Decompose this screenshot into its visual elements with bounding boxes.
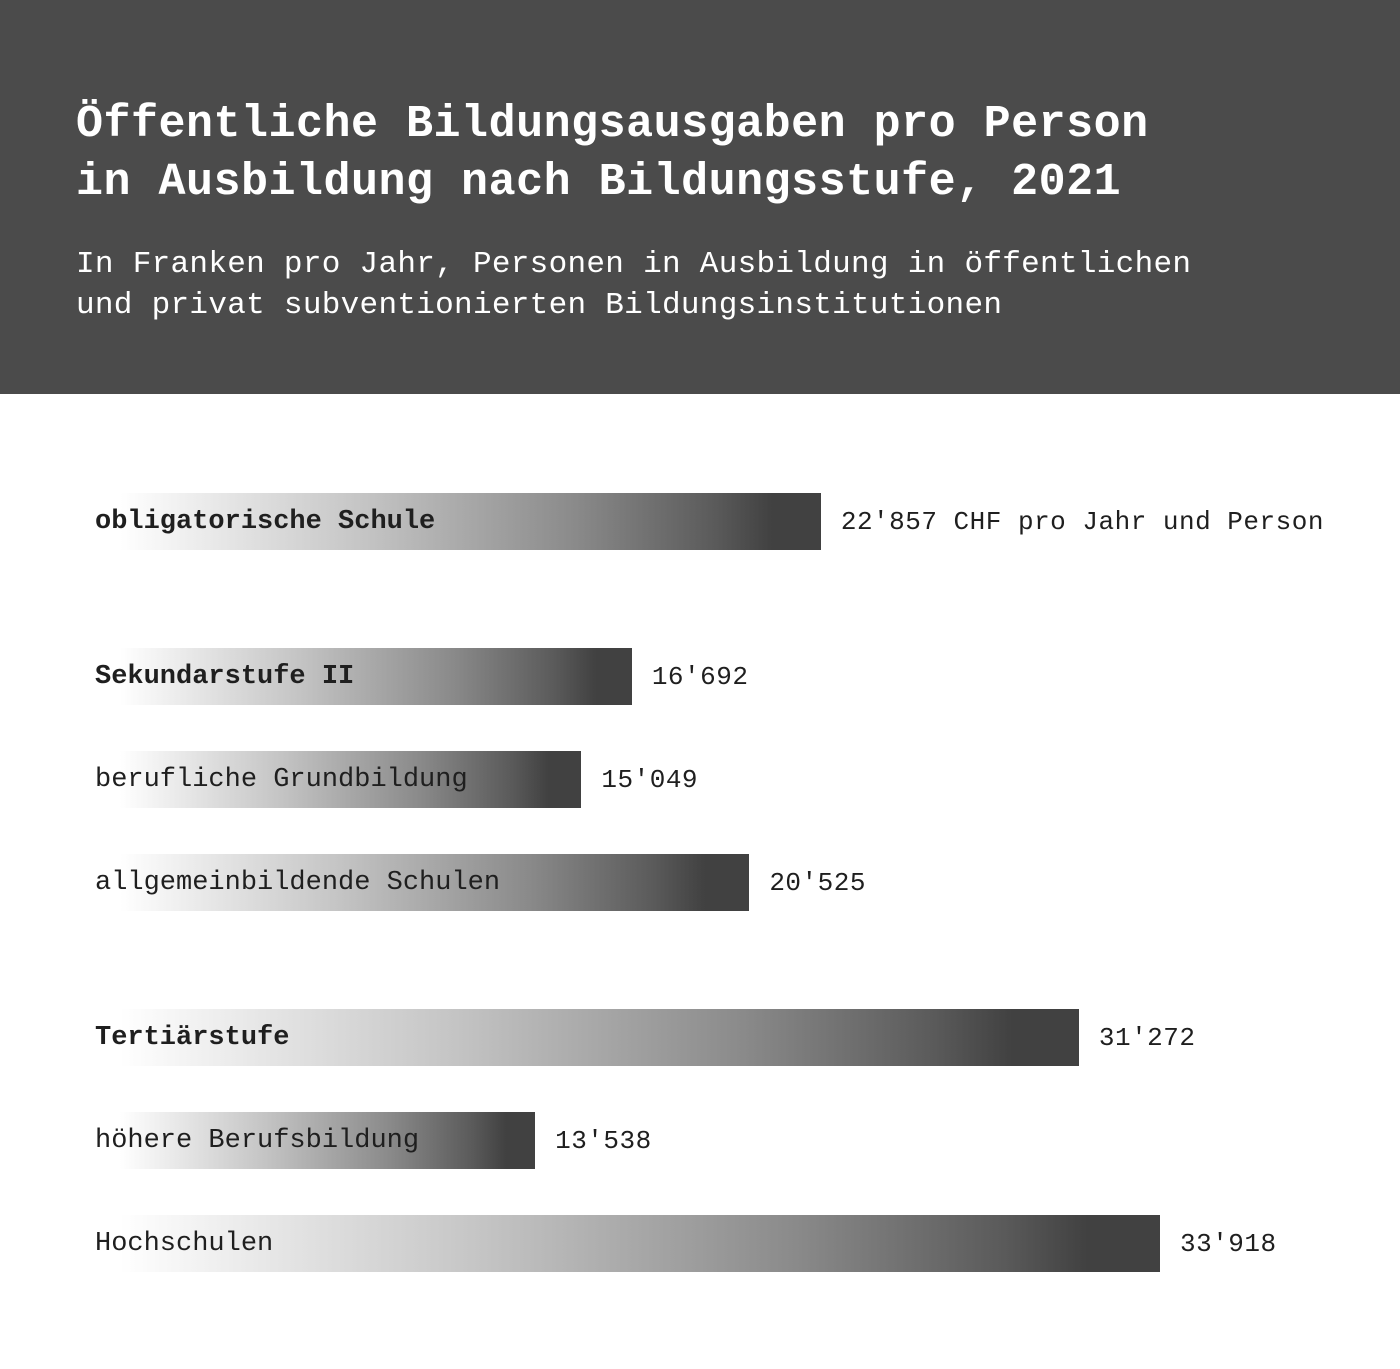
bar-value-label: 31'272 [1098, 1023, 1196, 1053]
bar-row [0, 1112, 1400, 1169]
bar-value-label: 13'538 [555, 1126, 652, 1156]
bar-row [0, 854, 1400, 911]
bar-row [0, 648, 1400, 705]
bar [120, 1215, 1160, 1272]
chart-subtitle-line-1: In Franken pro Jahr, Personen in Ausbildung in öffentlichen [76, 247, 1192, 282]
bar-value-label: 22'857 CHF pro Jahr und Person [840, 507, 1324, 537]
bar-category-label: höhere Berufsbildung [95, 1126, 420, 1156]
chart-title [76, 96, 1336, 212]
bar-row [0, 1009, 1400, 1066]
chart-subtitle [76, 244, 1366, 326]
bar-row [0, 751, 1400, 808]
bar-value-label: 20'525 [769, 868, 866, 898]
bar-row [0, 1215, 1400, 1272]
bar-category-label: berufliche Grundbildung [95, 765, 468, 795]
bar-row [0, 493, 1400, 550]
bar-category-label: Hochschulen [95, 1229, 274, 1259]
bar-category-label: allgemeinbildende Schulen [95, 868, 501, 898]
chart-title-line-2: in Ausbildung nach Bildungsstufe, 2021 [76, 157, 1122, 208]
bar-value-label: 15'049 [601, 765, 699, 795]
bar-value-label: 33'918 [1180, 1229, 1277, 1259]
chart-subtitle-line-2: und privat subventionierten Bildungsinstitutionen [76, 288, 1003, 323]
bar-value-label: 16'692 [651, 662, 749, 692]
bar-category-label: Sekundarstufe II [95, 662, 355, 692]
chart-title-line-1: Öffentliche Bildungsausgaben pro Person [76, 99, 1149, 150]
bar-category-label: obligatorische Schule [95, 507, 436, 537]
header-banner [0, 0, 1400, 394]
bar-category-label: Tertiärstufe [95, 1023, 290, 1053]
